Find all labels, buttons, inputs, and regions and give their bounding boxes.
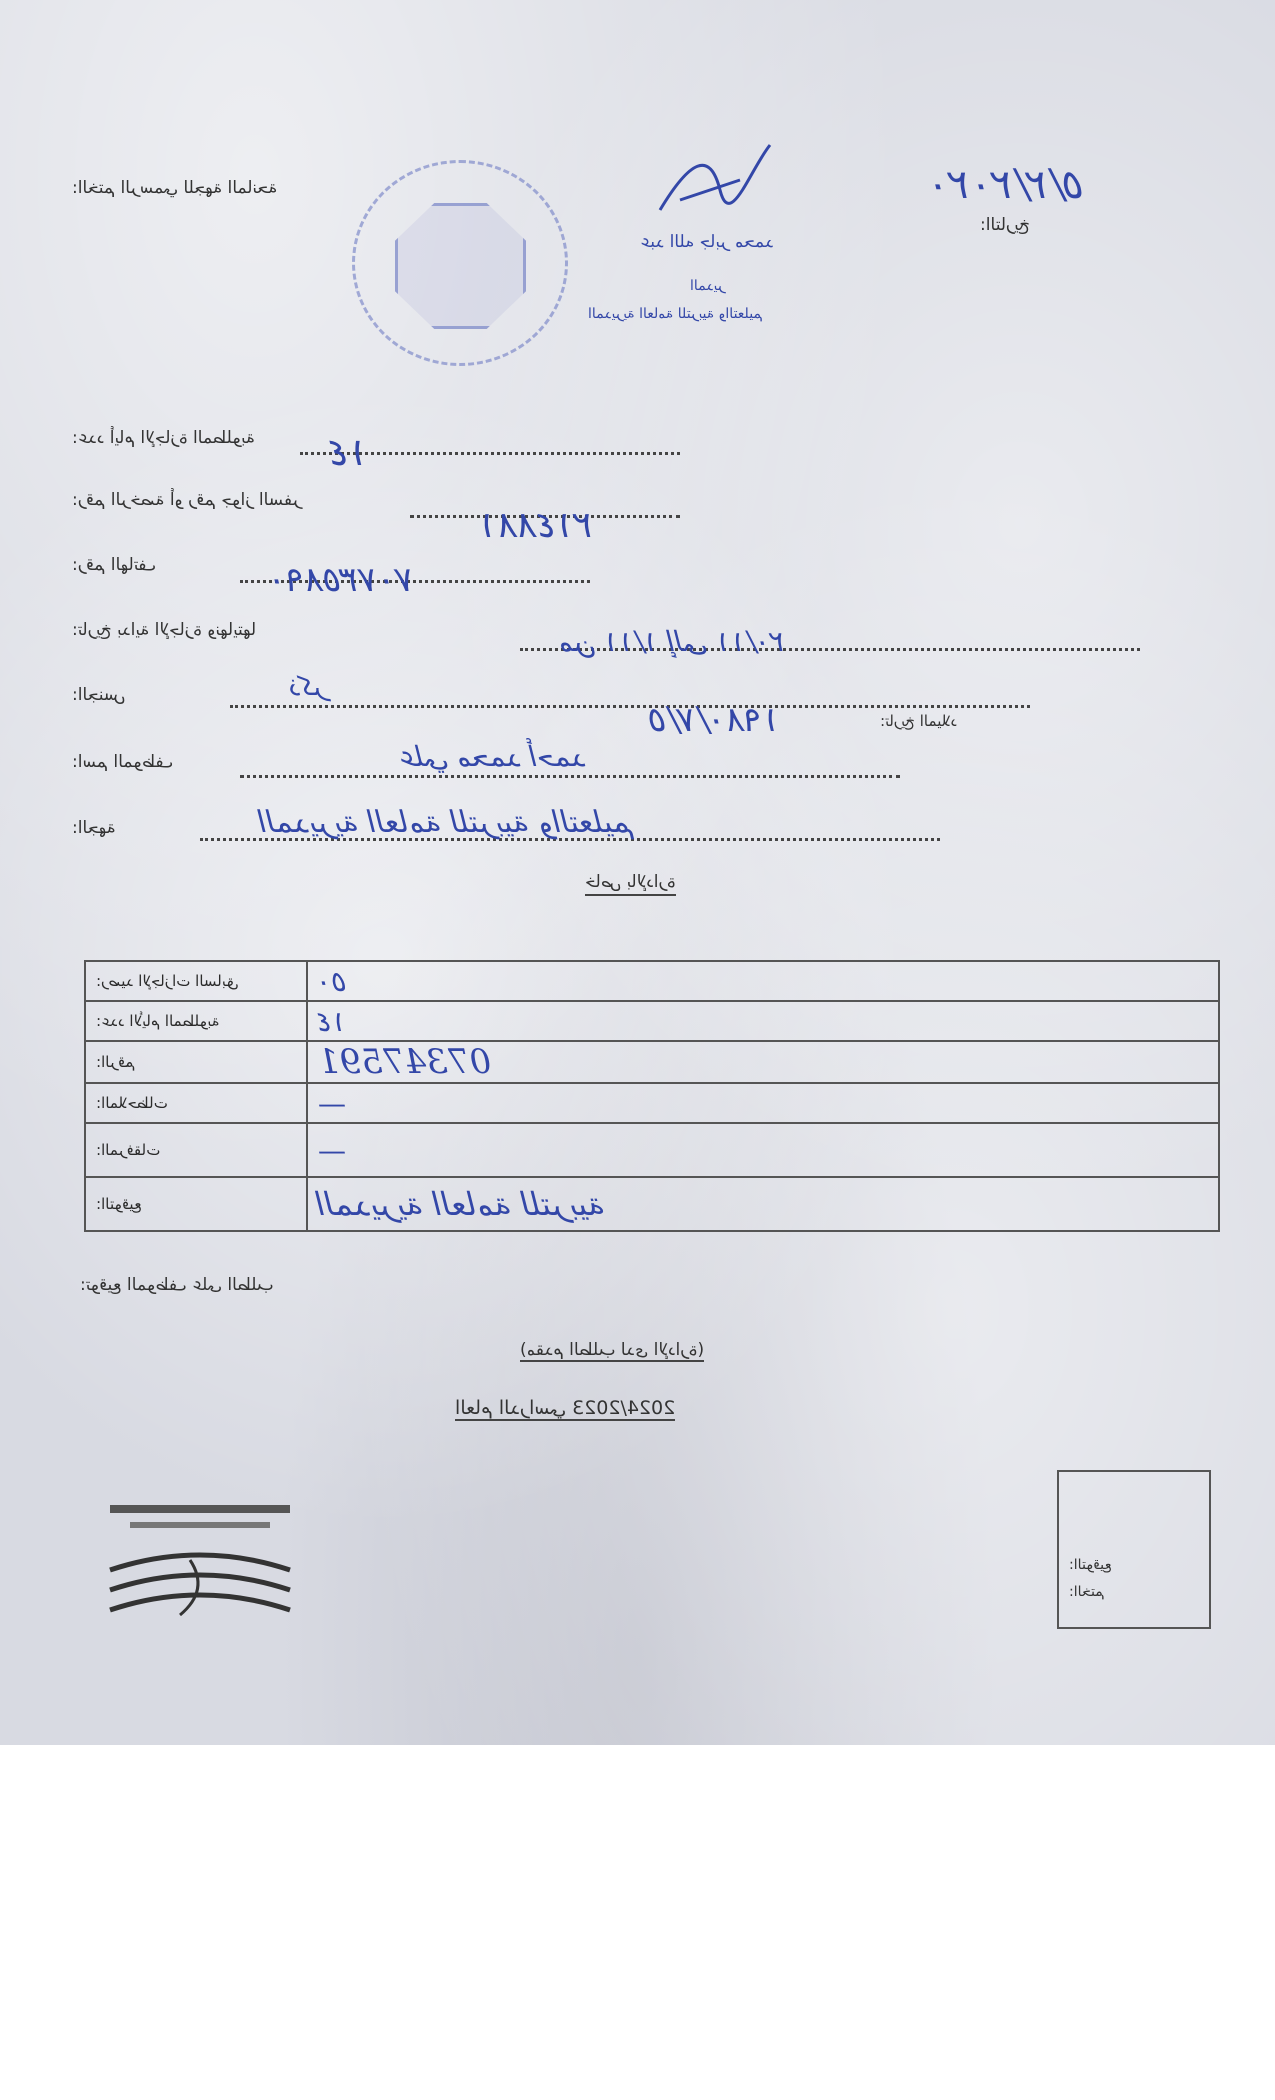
official-stamp xyxy=(352,160,568,366)
table-label: الرقم: xyxy=(85,1041,307,1083)
footer-paren: (مقدم الطلب لدى الإدارة) xyxy=(520,1340,705,1360)
official-stamp-label: الختم الرسمي للجهة المانحة: xyxy=(72,178,278,198)
field-label: رقم الهاتف: xyxy=(72,555,157,575)
field-value: ١٩٨٠/٧/٥ xyxy=(650,700,783,740)
table-label: التوقيع: xyxy=(85,1177,307,1231)
table-value: ٥٠ xyxy=(307,961,1219,1001)
footer-year: 2024/2023 العام الدراسي xyxy=(455,1397,676,1419)
admin-table xyxy=(84,960,1220,1232)
signatory-title: المدير xyxy=(690,278,726,294)
table-value: المديرية العامة للتربية xyxy=(307,1177,1219,1231)
section-title: خاص بالإدارة xyxy=(585,872,676,896)
field-label: رقم الرخصة أو رقم جواز السفر: xyxy=(72,490,302,510)
table-value: — xyxy=(307,1083,1219,1123)
table-row xyxy=(85,1083,1219,1123)
field-value: ٢١٤٨٨١ xyxy=(480,505,597,546)
table-row xyxy=(85,961,1219,1001)
field-label: الجهة: xyxy=(72,818,116,838)
field-label: اسم الموظف: xyxy=(72,752,174,772)
table-value: — xyxy=(307,1123,1219,1177)
field-value: ٧٠٧٣٥٨٩٠ xyxy=(270,560,417,600)
field-value: المديرية العامة للتربية والتعليم xyxy=(260,805,635,840)
signatory-name: عبد الله جابر محمد xyxy=(640,232,774,252)
field-label: عدد أيام الإجازة المطلوبة: xyxy=(72,428,255,448)
table-label: المرفقات: xyxy=(85,1123,307,1177)
signatory-org: المديرية العامة للتربية والتعليم xyxy=(588,306,763,322)
field-value: علي محمد أحمد xyxy=(400,740,588,773)
table-row xyxy=(85,1041,1219,1083)
table-value: ١٤ xyxy=(307,1001,1219,1041)
field-value: من ١/١١ إلى ٢٠/١١ xyxy=(560,625,787,658)
table-label: الملاحظات: xyxy=(85,1083,307,1123)
ministry-logo-icon xyxy=(100,1500,300,1620)
field-value: ١٤ xyxy=(330,430,371,474)
date-value: ٥/٢/٢٠٢٠ xyxy=(930,162,1086,208)
table-label: رصيد الإجازات السابق: xyxy=(85,961,307,1001)
table-row xyxy=(85,1123,1219,1177)
field-label: تاريخ بداية الإجازة ونهايتها: xyxy=(72,620,257,640)
table-label: عدد الأيام المطلوبة: xyxy=(85,1001,307,1041)
table-row xyxy=(85,1001,1219,1041)
date-label: التاريخ: xyxy=(980,215,1030,235)
signature-icon xyxy=(650,140,780,230)
signature-box xyxy=(1057,1470,1211,1629)
field-label: الجنس: xyxy=(72,685,126,705)
box-label: الختم: xyxy=(1069,1584,1105,1600)
footer-note: توقيع الموظف على الطلب: xyxy=(80,1275,274,1295)
table-value: 07347591 xyxy=(307,1041,1219,1083)
box-label: التوقيع: xyxy=(1069,1557,1112,1573)
table-row xyxy=(85,1177,1219,1231)
field-value: ذكر xyxy=(290,672,329,702)
field-label: تاريخ الميلاد: xyxy=(880,712,958,730)
